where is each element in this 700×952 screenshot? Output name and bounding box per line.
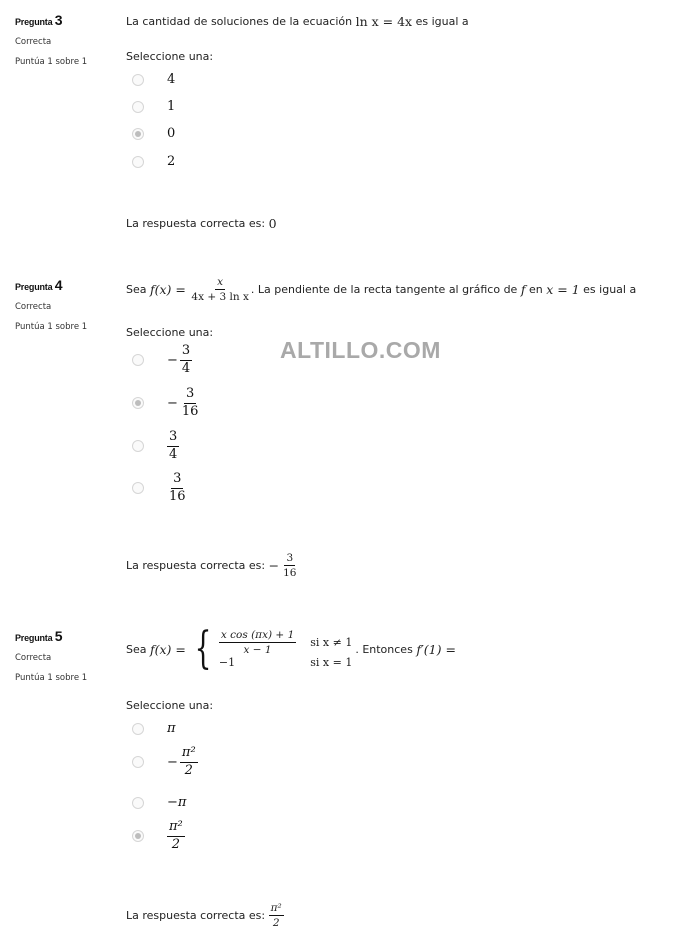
radio-button-selected[interactable] bbox=[132, 830, 144, 842]
question-4-info bbox=[15, 277, 115, 332]
question-4-option-1[interactable]: − $\frac{3}{4}$ bbox=[132, 344, 192, 377]
question-3-title: Pregunta 3 bbox=[15, 12, 63, 28]
question-5-grade: Puntúa 1 sobre 1 bbox=[15, 673, 88, 683]
question-3-option-2[interactable]: 1 bbox=[132, 99, 175, 114]
question-5-info bbox=[15, 628, 115, 683]
radio-button[interactable] bbox=[132, 756, 144, 768]
radio-button[interactable] bbox=[132, 156, 144, 168]
radio-button[interactable] bbox=[132, 482, 144, 494]
radio-button[interactable] bbox=[132, 101, 144, 113]
question-4-correct-answer: La respuesta correcta es: − $\frac{3}{16}$ bbox=[126, 552, 297, 580]
question-4-fraction: $\frac{x}{\text{4x + 3 ln x}}$ bbox=[191, 276, 249, 304]
question-3-option-4[interactable]: 2 bbox=[132, 154, 175, 169]
question-5-option-4[interactable]: $\frac{\text{π²}}{2}$ bbox=[132, 820, 185, 853]
question-3-info bbox=[15, 12, 115, 67]
question-4-grade: Puntúa 1 sobre 1 bbox=[15, 322, 88, 332]
radio-button[interactable] bbox=[132, 797, 144, 809]
radio-button-selected[interactable] bbox=[132, 128, 144, 140]
radio-button-selected[interactable] bbox=[132, 397, 144, 409]
question-4-text: Sea f(x) = $\frac{x}{\text{4x + 3 ln x}}$ . La pendiente de la recta tangente al gráfico de f en x = 1 es igual a bbox=[126, 276, 637, 304]
question-5-text: Sea f(x) = { $\frac{\text{x cos (πx) + 1}}{x - 1}$ si x ≠ 1 −1 si x = 1 . Entonces f′(1) = bbox=[126, 623, 456, 674]
question-5-option-1[interactable]: π bbox=[132, 721, 176, 736]
question-4-option-2[interactable]: − $\frac{3}{16}$ bbox=[132, 387, 200, 420]
question-3-prompt: Seleccione una: bbox=[126, 50, 214, 63]
question-5-option-2[interactable]: − $\frac{\text{π²}}{2}$ bbox=[132, 746, 198, 779]
question-3-equation: ln x = 4x bbox=[355, 14, 413, 29]
radio-button[interactable] bbox=[132, 74, 144, 86]
radio-button[interactable] bbox=[132, 440, 144, 452]
radio-button[interactable] bbox=[132, 354, 144, 366]
radio-button[interactable] bbox=[132, 723, 144, 735]
question-4-option-4[interactable]: $\frac{3}{16}$ bbox=[132, 472, 188, 505]
question-4-title: Pregunta 4 bbox=[15, 277, 63, 293]
question-4-option-3[interactable]: $\frac{3}{4}$ bbox=[132, 430, 179, 463]
question-3-grade: Puntúa 1 sobre 1 bbox=[15, 57, 88, 67]
question-5-correct-answer: La respuesta correcta es: $\frac{\text{π²}}{2}$ bbox=[126, 902, 282, 930]
question-3-state: Correcta bbox=[15, 37, 52, 47]
question-5-state: Correcta bbox=[15, 653, 52, 663]
question-5-piecewise: { $\frac{\text{x cos (πx) + 1}}{x - 1}$ si x ≠ 1 −1 si x = 1 bbox=[194, 623, 353, 674]
question-4-prompt: Seleccione una: bbox=[126, 326, 214, 339]
question-3-option-1[interactable]: 4 bbox=[132, 72, 175, 87]
question-5-title: Pregunta 5 bbox=[15, 628, 63, 644]
question-5-prompt: Seleccione una: bbox=[126, 699, 214, 712]
question-3-text: La cantidad de soluciones de la ecuación ln x = 4x es igual a bbox=[126, 14, 469, 29]
question-5-option-3[interactable]: −π bbox=[132, 795, 186, 810]
watermark-logo: ALTILLO.COM bbox=[280, 337, 441, 363]
question-4-state: Correcta bbox=[15, 302, 52, 312]
question-3-correct-answer: La respuesta correcta es: 0 bbox=[126, 216, 277, 231]
question-3-option-3[interactable]: 0 bbox=[132, 126, 175, 141]
